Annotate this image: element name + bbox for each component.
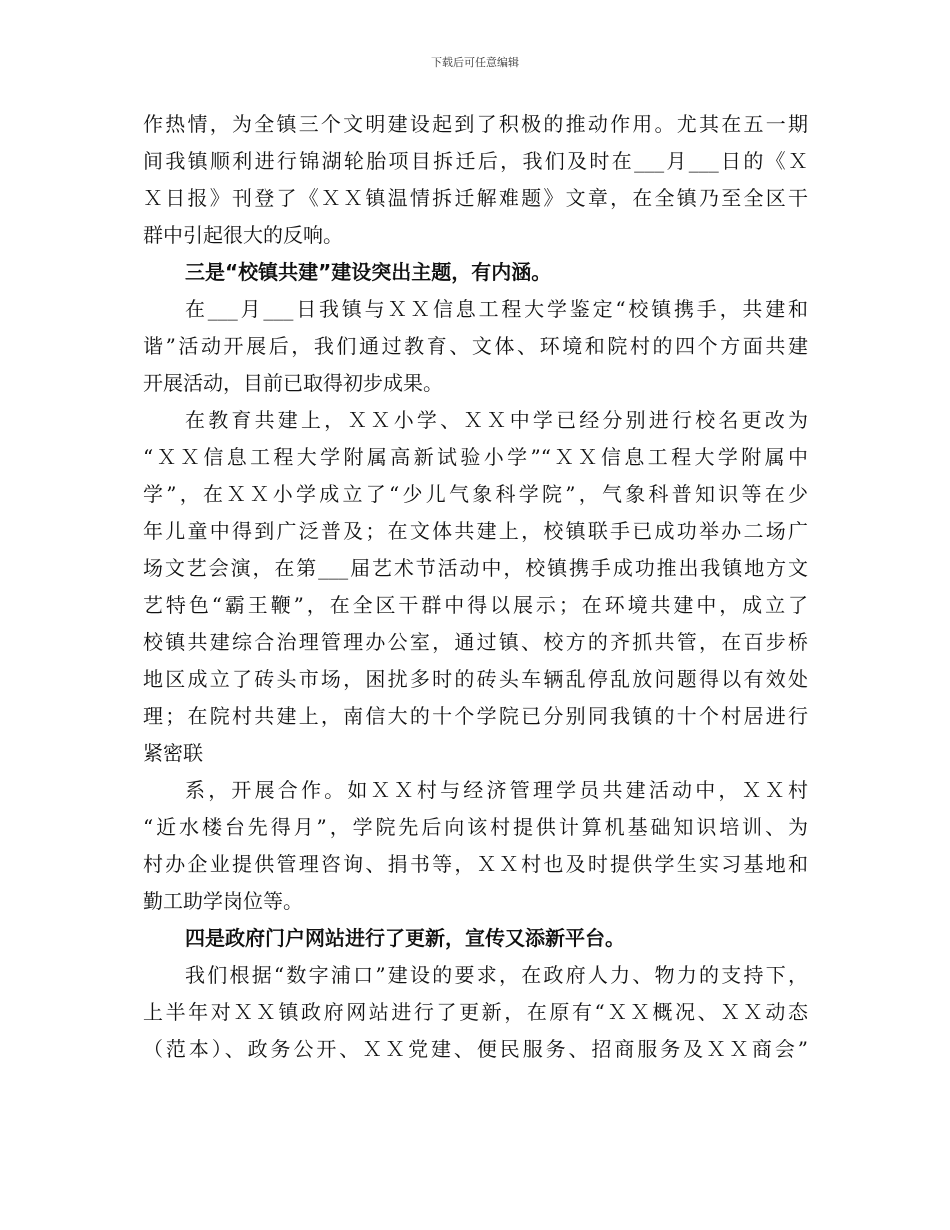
paragraph-line: 理；在院村共建上，南信大的十个学院已分别同我镇的十个村居进行 <box>143 704 808 728</box>
paragraph-line: 紧密联 <box>143 741 203 765</box>
paragraph-line: Ｘ日报》刊登了《ＸＸ镇温情拆迁解难题》文章，在全镇乃至全区干 <box>143 186 808 210</box>
section-heading: 三是“校镇共建”建设突出主题，有内涵。 <box>185 260 552 284</box>
paragraph-line: 上半年对ＸＸ镇政府网站进行了更新，在原有“ＸＸ概况、ＸＸ动态 <box>143 1000 808 1024</box>
paragraph-line: （范本）、政务公开、ＸＸ党建、便民服务、招商服务及ＸＸ商会” <box>143 1037 808 1061</box>
paragraph-line: 校镇共建综合治理管理办公室，通过镇、校方的齐抓共管，在百步桥 <box>143 630 808 654</box>
paragraph-line: 村办企业提供管理咨询、捐书等，ＸＸ村也及时提供学生实习基地和 <box>143 852 808 876</box>
paragraph-line: 谐”活动开展后，我们通过教育、文体、环境和院村的四个方面共建 <box>143 334 808 358</box>
paragraph-line: 系，开展合作。如ＸＸ村与经济管理学员共建活动中，ＸＸ村 <box>185 778 808 802</box>
paragraph-line: 在___月___日我镇与ＸＸ信息工程大学鉴定“校镇携手，共建和 <box>185 297 808 321</box>
paragraph-line: 学”，在ＸＸ小学成立了“少儿气象科学院”，气象科普知识等在少 <box>143 482 808 506</box>
paragraph-line: 勤工助学岗位等。 <box>143 889 303 913</box>
paragraph-line: 艺特色“霸王鞭”，在全区干群中得以展示；在环境共建中，成立了 <box>143 593 808 617</box>
paragraph-line: “近水楼台先得月”，学院先后向该村提供计算机基础知识培训、为 <box>143 815 808 839</box>
section-heading: 四是政府门户网站进行了更新，宣传又添新平台。 <box>185 926 625 950</box>
page-header: 下载后可任意编辑 <box>431 56 519 69</box>
paragraph-line: 年儿童中得到广泛普及；在文体共建上，校镇联手已成功举办二场广 <box>143 519 808 543</box>
paragraph-line: 我们根据“数字浦口”建设的要求，在政府人力、物力的支持下， <box>185 963 808 987</box>
paragraph-line: 地区成立了砖头市场，困扰多时的砖头车辆乱停乱放问题得以有效处 <box>143 667 808 691</box>
paragraph-line: 群中引起很大的反响。 <box>143 223 343 247</box>
document-body <box>143 106 808 1068</box>
paragraph-line: 场文艺会演，在第___届艺术节活动中，校镇携手成功推出我镇地方文 <box>143 556 808 580</box>
paragraph-line: 在教育共建上，ＸＸ小学、ＸＸ中学已经分别进行校名更改为 <box>185 408 808 432</box>
paragraph-line: 开展活动，目前已取得初步成果。 <box>143 371 443 395</box>
paragraph-line: “ＸＸ信息工程大学附属高新试验小学”“ＸＸ信息工程大学附属中 <box>143 445 808 469</box>
paragraph-line: 间我镇顺利进行锦湖轮胎项目拆迁后，我们及时在___月___日的《Ｘ <box>143 149 808 173</box>
paragraph-line: 作热情，为全镇三个文明建设起到了积极的推动作用。尤其在五一期 <box>143 112 808 136</box>
